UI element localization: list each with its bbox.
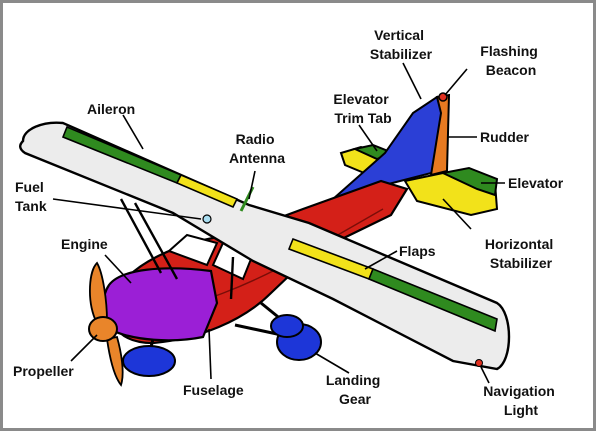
label-vertical-stabilizer: Vertical Stabilizer	[369, 27, 433, 62]
leader-aileron	[123, 115, 143, 149]
leader-vertical-stabilizer	[403, 63, 421, 99]
airplane-diagram	[3, 3, 596, 434]
navigation-light-shape	[476, 360, 483, 367]
label-fuel-tank: Fuel Tank	[15, 179, 47, 214]
label-rudder: Rudder	[480, 129, 529, 145]
leader-propeller	[71, 335, 97, 361]
label-landing-gear: Landing Gear	[325, 372, 381, 407]
propeller-spinner	[89, 317, 117, 341]
label-navigation-light: Navigation Light	[483, 383, 555, 418]
label-horizontal-stabilizer: Horizontal Stabilizer	[484, 236, 554, 271]
leader-flashing-beacon	[445, 69, 467, 95]
label-aileron: Aileron	[87, 101, 136, 117]
fuel-tank-cap	[203, 215, 211, 223]
leader-radio-antenna	[249, 171, 255, 199]
label-elevator-trim-tab: Elevator Trim Tab	[333, 91, 392, 126]
label-flashing-beacon: Flashing Beacon	[480, 43, 538, 78]
leader-landing-gear	[315, 353, 349, 373]
label-propeller: Propeller	[13, 363, 74, 379]
main-wheel-rear	[271, 315, 303, 337]
nose-wheel	[123, 346, 175, 376]
label-radio-antenna: Radio Antenna	[229, 131, 285, 166]
propeller-blade-lower	[107, 337, 123, 385]
label-elevator: Elevator	[508, 175, 564, 191]
label-engine: Engine	[61, 236, 108, 252]
label-fuselage: Fuselage	[183, 382, 244, 398]
label-flaps: Flaps	[399, 243, 436, 259]
propeller-blade-upper	[90, 263, 107, 321]
engine-cowling-shape	[103, 268, 217, 340]
leader-fuselage	[209, 329, 211, 379]
leader-navigation-light	[481, 367, 489, 383]
